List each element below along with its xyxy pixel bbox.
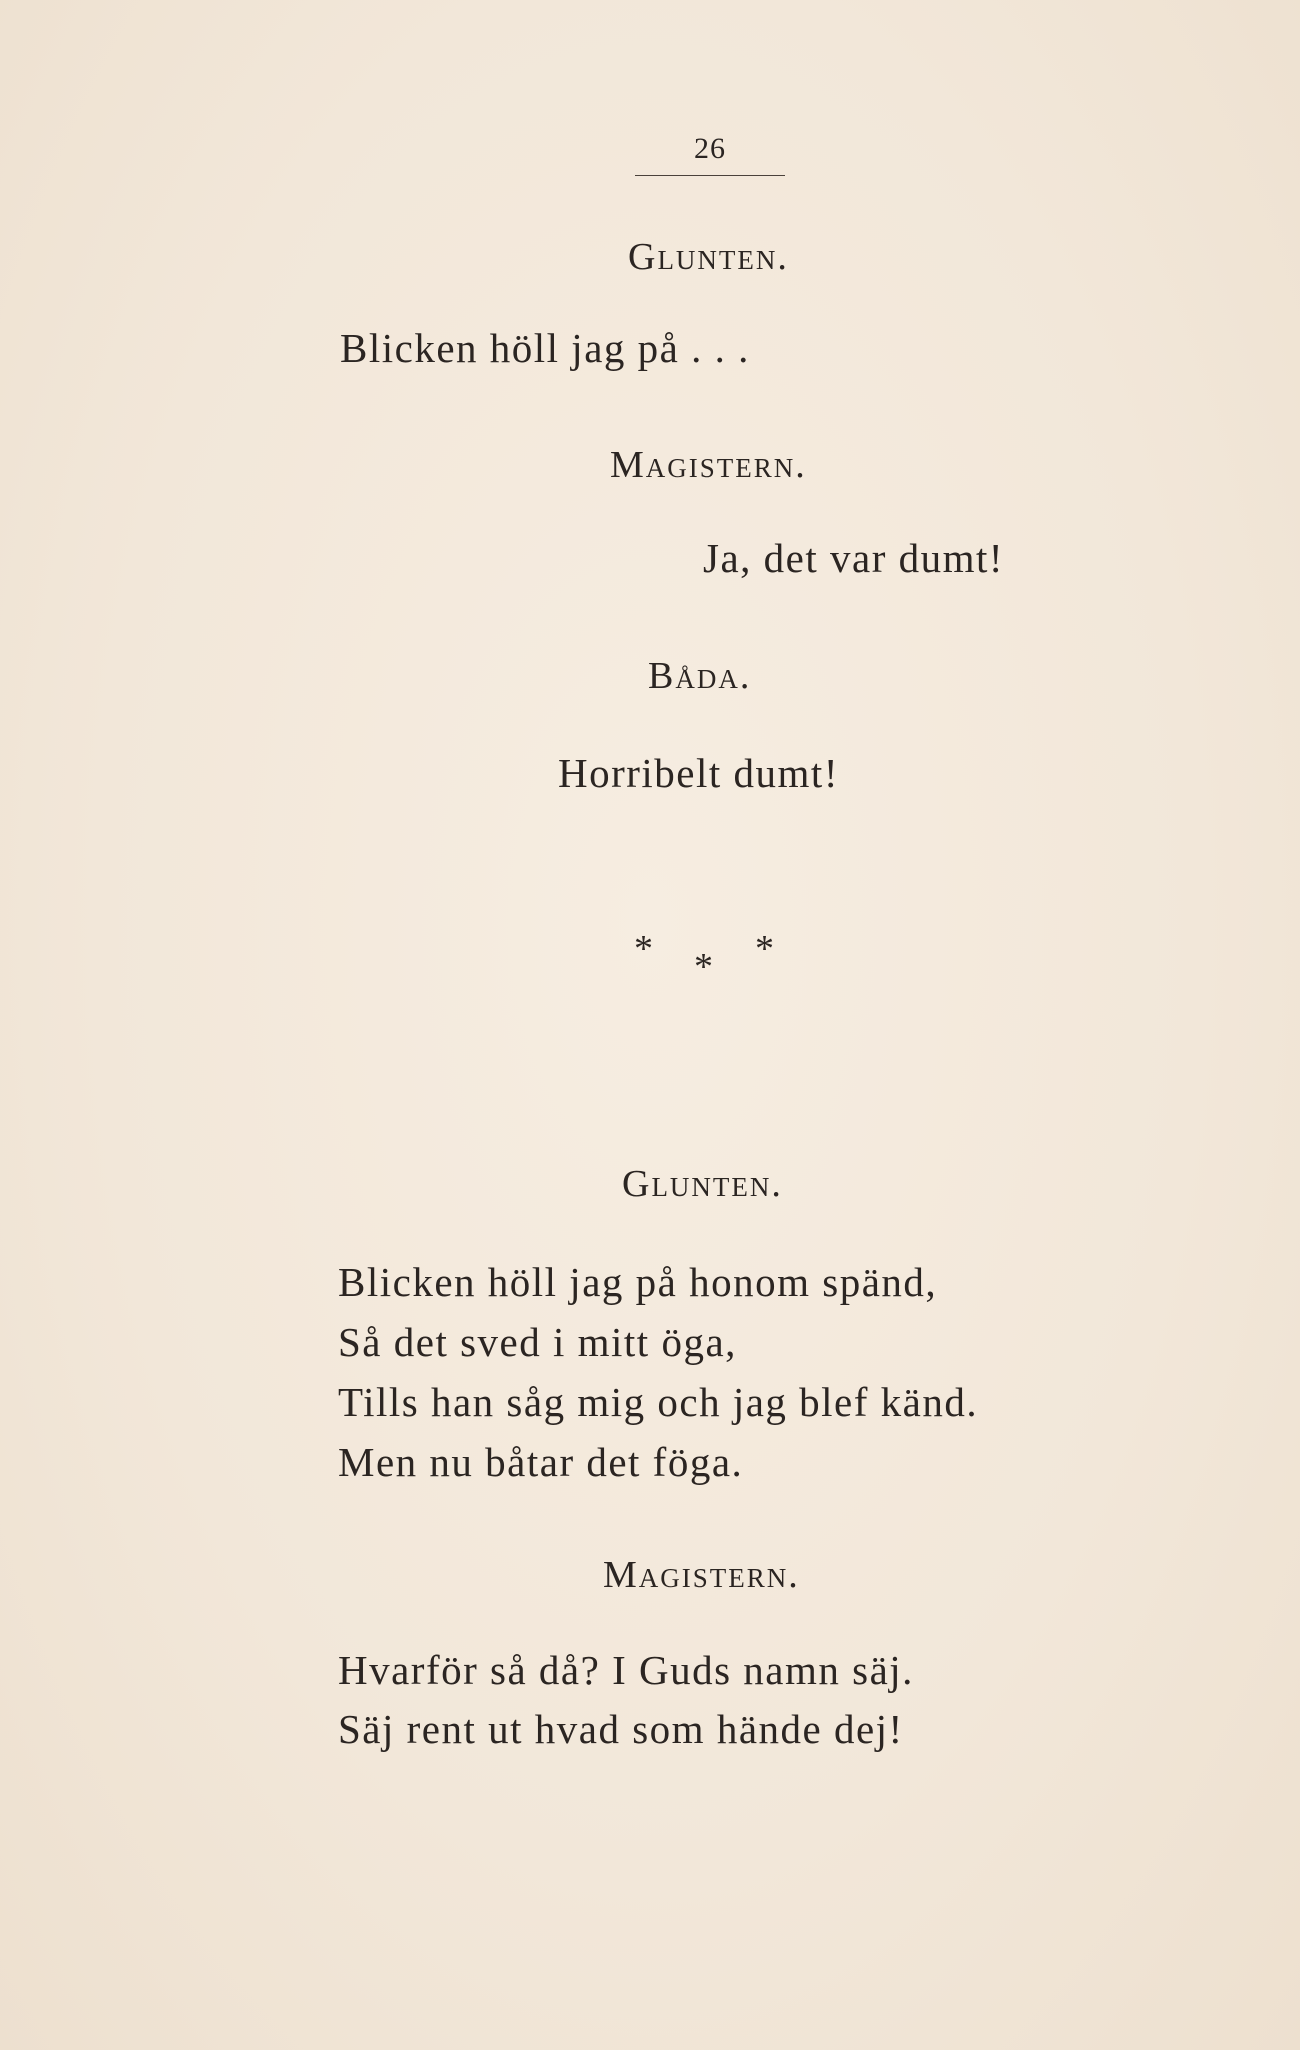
verse-line: Ja, det var dumt! [703,535,1005,581]
verse-line: Tills han såg mig och jag blef känd. [338,1379,979,1425]
verse-line: Horribelt dumt! [558,750,839,796]
speaker-magistern: Magistern. [603,1554,800,1596]
page-number-rule [635,175,785,176]
verse-line: Blicken höll jag på honom spänd, [338,1259,938,1305]
asterism-star: * [755,928,774,970]
verse-line: Hvarför så då? I Guds namn säj. [338,1647,914,1693]
verse-line: Säj rent ut hvad som hände dej! [338,1706,904,1752]
verse-line: Men nu båtar det föga. [338,1439,744,1485]
asterism-divider [630,918,790,988]
asterism-star: * [634,928,653,970]
verse-line: Blicken höll jag på . . . [340,325,750,371]
verse-line: Så det sved i mitt öga, [338,1319,737,1365]
speaker-glunten: Glunten. [622,1163,783,1205]
speaker-glunten: Glunten. [628,236,789,278]
speaker-bada: Båda. [648,655,752,697]
asterism-star: * [694,946,713,988]
speaker-magistern: Magistern. [610,444,807,486]
page-number: 26 [694,132,726,165]
